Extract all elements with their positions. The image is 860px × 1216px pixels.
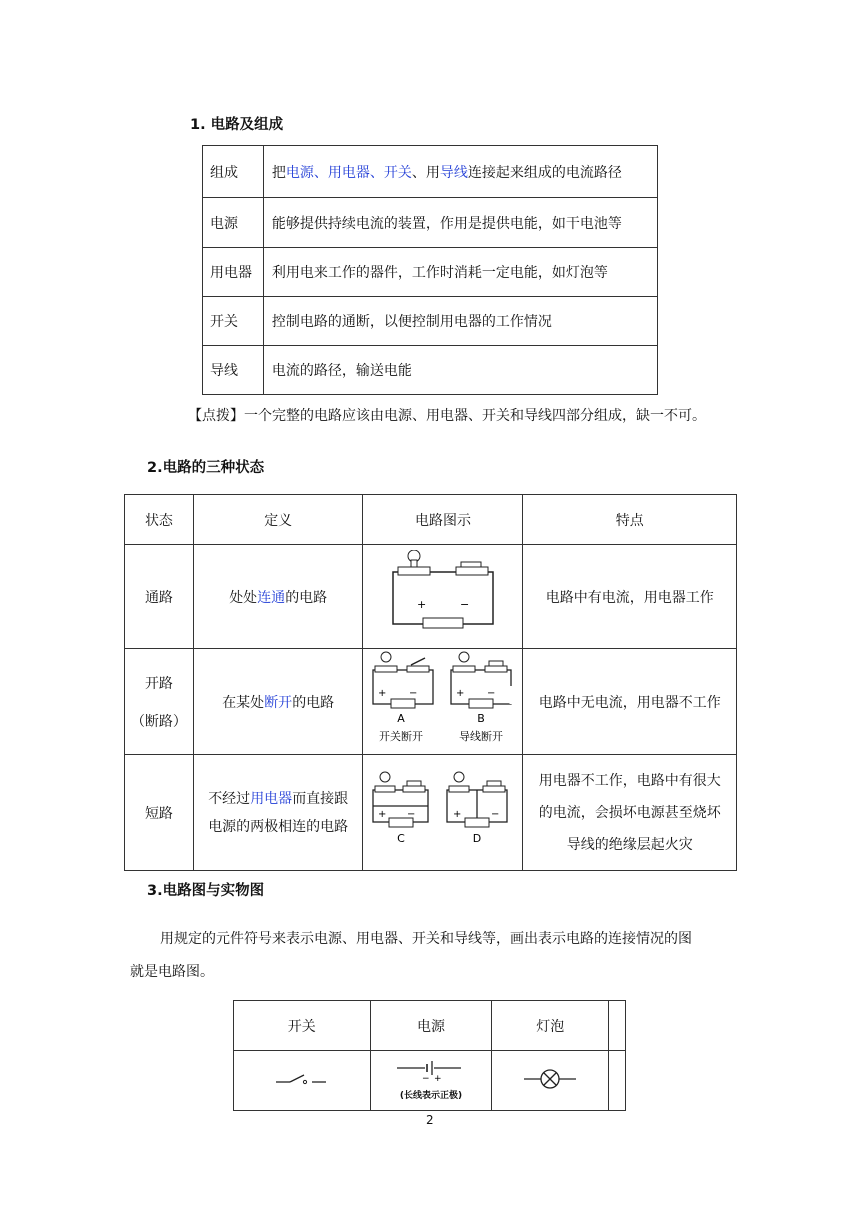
empty-cell [609,1051,626,1111]
def-highlight: 断开 [264,694,293,711]
header-bulb: 灯泡 [492,1001,609,1051]
def-text: 把 [271,164,286,181]
feature-closed: 电路中有电流，用电器工作 [523,545,737,649]
definition-short [193,755,363,871]
def-highlight: 电源、用电器、开关 [285,164,412,181]
figure-d [447,772,507,845]
battery-symbol-icon [391,1060,471,1082]
feature-short [523,755,737,871]
plus-sign: + [416,597,427,611]
def-text: 的电路 [292,694,335,711]
svg-text:+: + [377,808,387,820]
state-closed: 通路 [125,545,194,649]
term-text: 组成 [210,164,238,181]
def-text: 电源的两极相连的电路 [208,818,349,835]
section-3-title: 3.电路图与实物图 [147,883,265,899]
empty-cell [609,1001,626,1051]
diagram-closed-cell [363,545,523,649]
svg-text:+: + [452,808,462,820]
def-text: 的电路 [285,589,328,606]
paragraph-line: 用规定的元件符号来表示电源、用电器、开关和导线等，画出表示电路的连接情况的图 [160,931,692,947]
def-text: 、用 [411,164,440,181]
svg-text:+: + [455,687,465,699]
tip-note: 【点拨】一个完整的电路应该由电源、用电器、开关和导线四部分组成，缺一不可。 [188,408,706,424]
figure-c [373,772,428,845]
def-highlight: 连通 [257,589,286,606]
definition-open [193,649,363,755]
definition-cell: 利用电来工作的器件，工作时消耗一定电能，如灯泡等 [263,248,657,297]
term-cell: 开关 [203,297,264,346]
state-open-alt-label: （断路） [130,713,187,730]
header-feature: 特点 [523,495,737,545]
diagram-open-cell [363,649,523,755]
def-text: 连接起来组成的电流路径 [467,164,622,181]
header-switch: 开关 [234,1001,371,1051]
switch-symbol-icon [272,1069,332,1089]
circuit-states-table [124,494,737,871]
bulb-symbol-icon [520,1067,580,1091]
figure-d-letter: D [472,831,482,845]
figure-b-caption: 导线断开 [458,729,503,743]
term-cell: 用电器 [203,248,264,297]
figure-a-letter: A [397,711,405,725]
bulb-symbol-cell [492,1051,609,1111]
diagram-short-cell [363,755,523,871]
definition-cell: 电流的路径，输送电能 [263,346,657,395]
svg-text:+: + [377,687,387,699]
closed-circuit-figure [368,550,518,640]
svg-text:−: − [408,687,418,699]
figure-a [373,652,433,743]
svg-text:−: − [486,687,496,699]
symbol-table [233,1000,626,1111]
header-definition: 定义 [193,495,363,545]
minus-sign: − [459,597,470,611]
header-power-source: 电源 [370,1001,492,1051]
definition-cell: 控制电路的通断，以便控制用电器的工作情况 [263,297,657,346]
short-circuit-figure [365,770,521,852]
state-short: 短路 [125,755,194,871]
definition-cell [263,146,657,198]
def-text: 在某处 [222,694,265,711]
figure-b [451,652,511,743]
figure-c-letter: C [397,831,405,845]
def-highlight: 导线 [439,164,468,181]
def-highlight: 用电器 [250,790,293,807]
feature-line: 导线的绝缘层起火灾 [566,836,693,853]
battery-minus-sign: − [421,1074,430,1082]
definition-cell: 能够提供持续电流的装置，作用是提供电能，如干电池等 [263,198,657,248]
source-symbol-cell [370,1051,492,1111]
def-text: 而直接跟 [292,790,349,807]
figure-a-caption: 开关断开 [378,729,423,743]
source-note: (长线表示正极) [399,1091,463,1101]
section-1-title: 1. 电路及组成 [190,117,284,133]
feature-line: 的电流，会损坏电源甚至烧坏 [538,804,721,821]
switch-symbol-cell [234,1051,371,1111]
svg-text:−: − [406,808,416,820]
header-diagram: 电路图示 [363,495,523,545]
open-circuit-figure [365,650,521,750]
section-2-title: 2.电路的三种状态 [147,460,265,476]
feature-line: 用电器不工作，电路中有很大 [538,772,721,789]
def-text: 处处 [229,589,258,606]
svg-text:−: − [490,808,500,820]
term-cell: 导线 [203,346,264,395]
header-state: 状态 [125,495,194,545]
feature-open: 电路中无电流，用电器不工作 [523,649,737,755]
def-text: 不经过 [208,790,251,807]
term-cell: 电源 [203,198,264,248]
term-cell [203,146,264,198]
circuit-components-table [202,145,658,395]
figure-b-letter: B [477,711,485,725]
paragraph-line: 就是电路图。 [130,964,214,980]
state-open [125,649,194,755]
state-open-label: 开路 [144,675,173,692]
battery-plus-sign: + [433,1074,442,1082]
page-number: 2 [426,1113,434,1127]
definition-closed [193,545,363,649]
